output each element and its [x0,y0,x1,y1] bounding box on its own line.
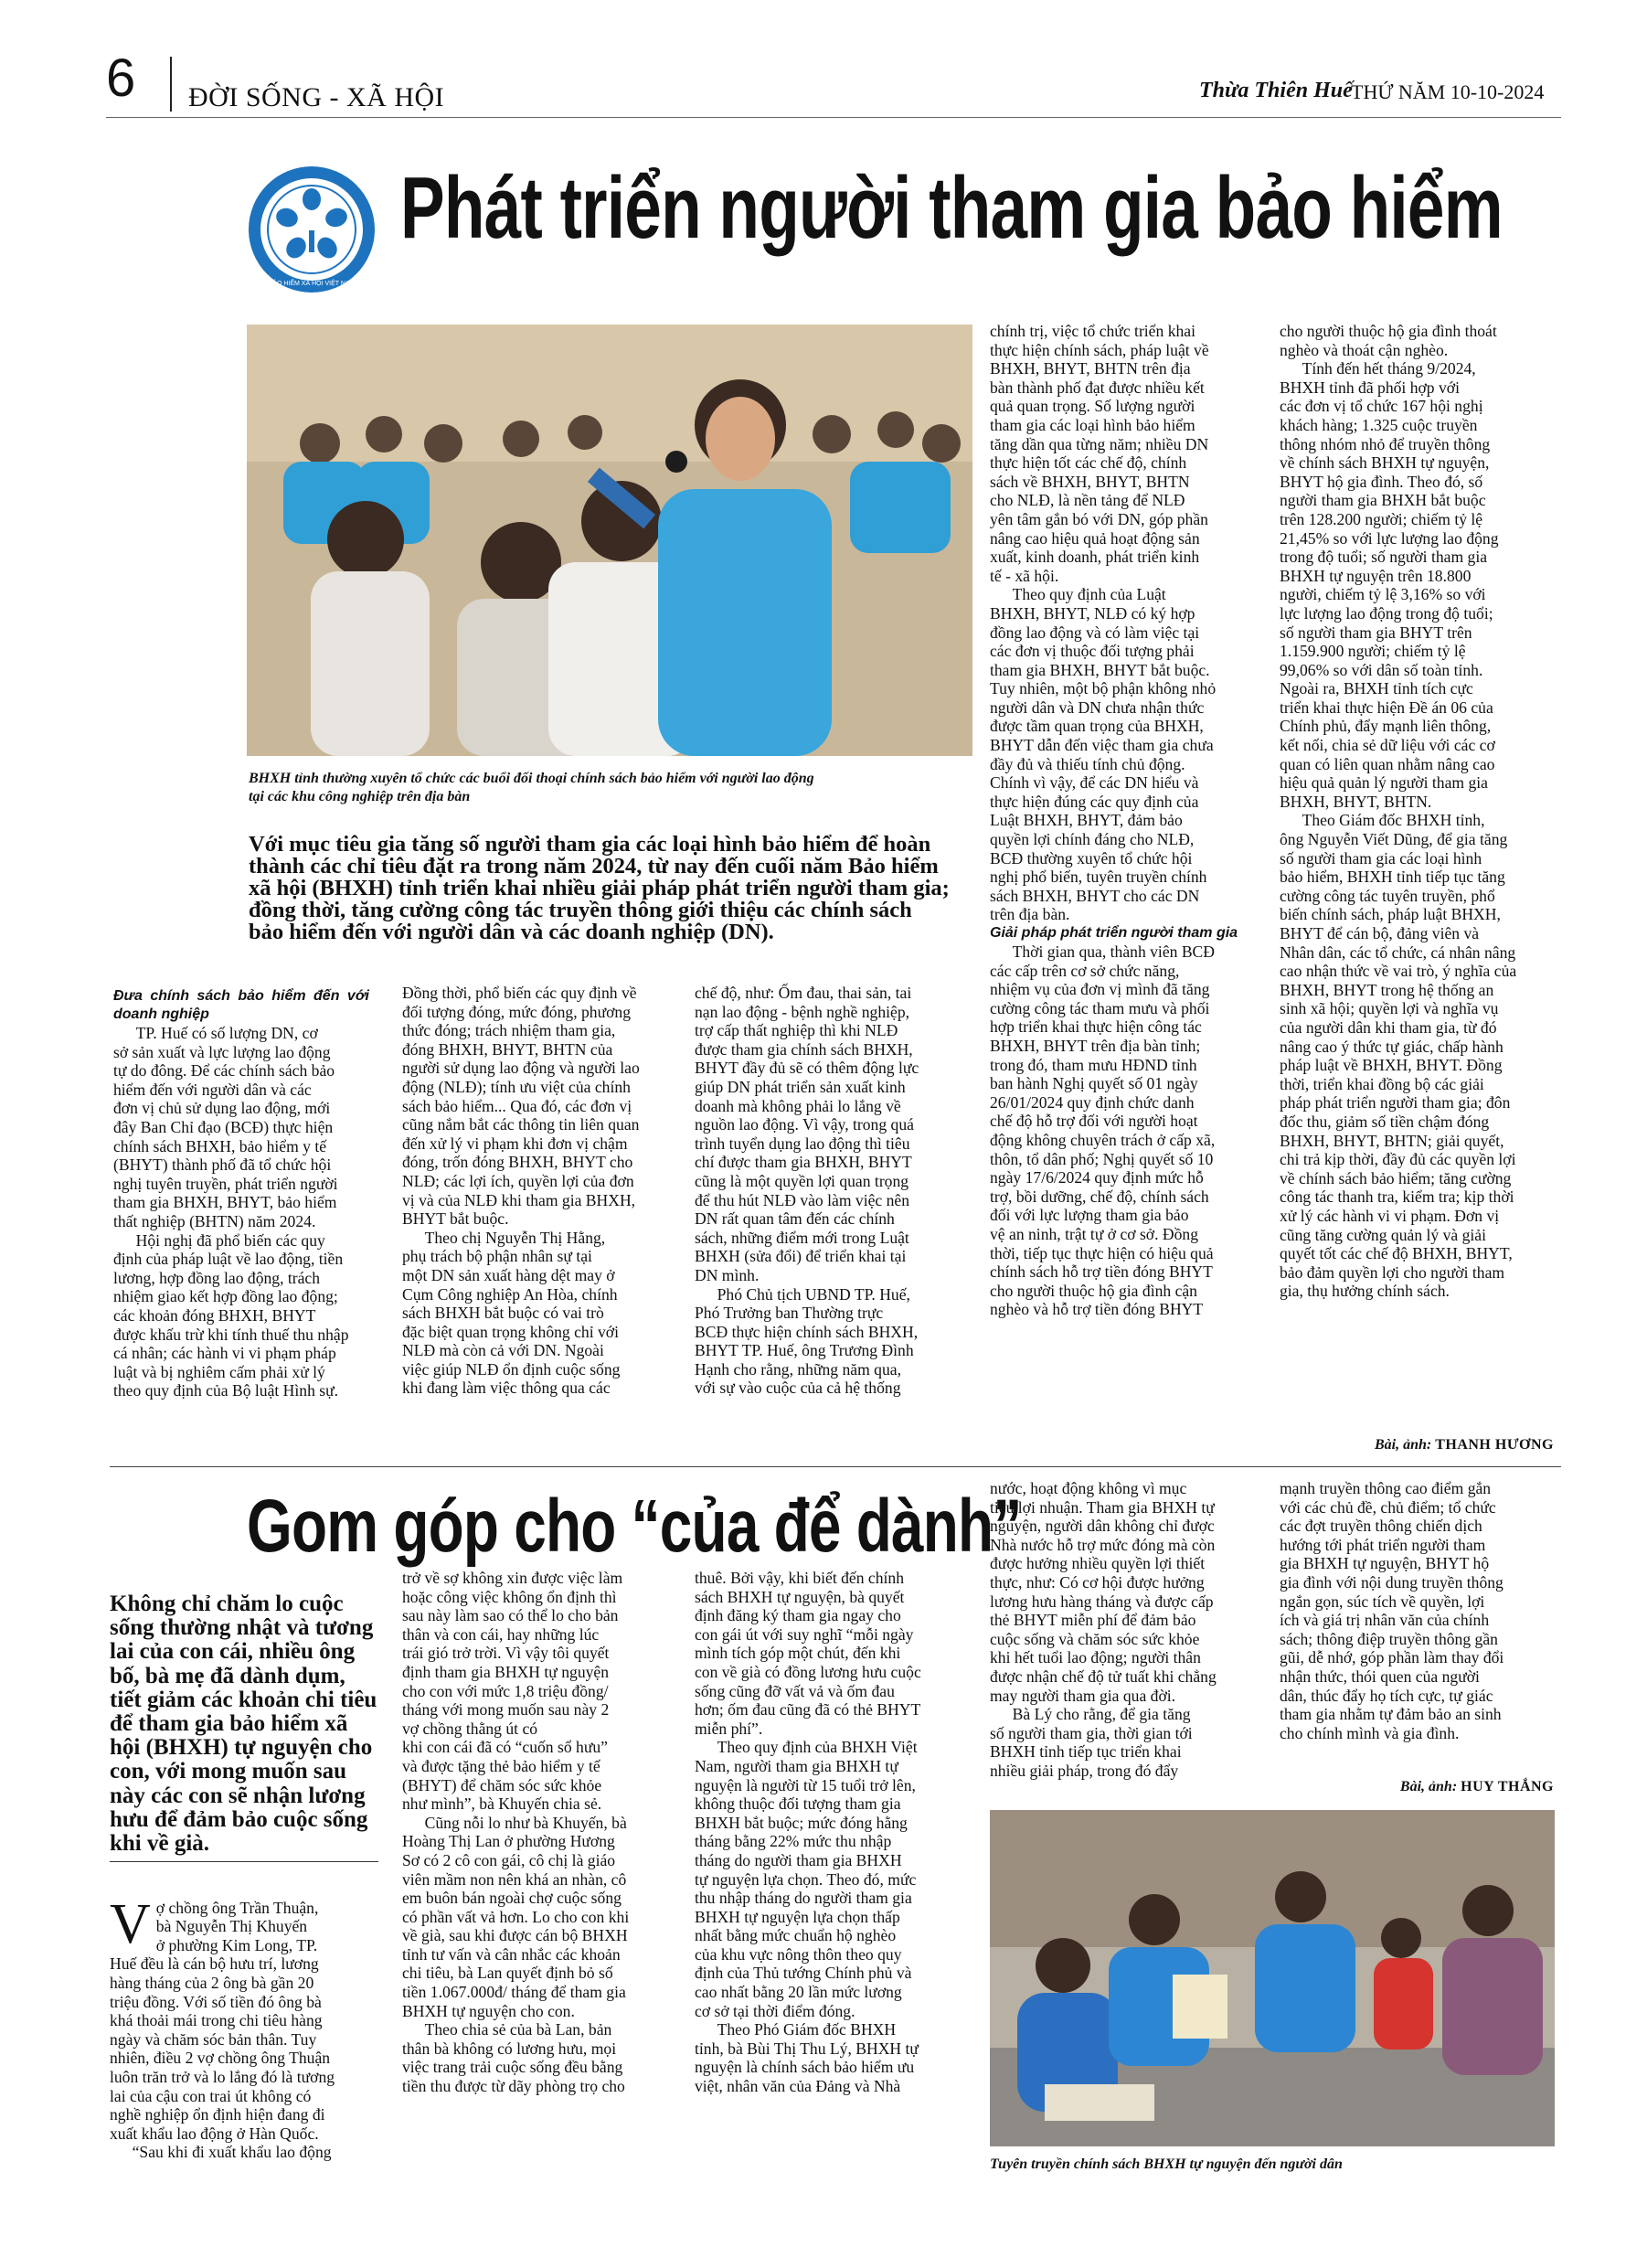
article2-headline: Gom góp cho “của để dành” [247,1485,1022,1568]
paragraph: Theo Phó Giám đốc BHXH tỉnh, bà Bùi Thị Thu Lý, BHXH tự nguyện là chính sách bảo hiểm ưu việt, nhân văn của Đảng và Nhà [695,2020,919,2096]
article1-col4 [990,322,1255,1319]
paragraph: Cũng nỗi lo như bà Khuyến, bà Hoàng Thị Lan ở phường Hương Sơ có 2 cô con gái, cô chị là giáo viên mầm non nên khá an nhàn, cô em buôn bán ngoài chợ cuộc sống có phần vất vả hơn. Lo cho con khi về già, sau khi được cán bộ BHXH tỉnh tư vấn và cân nhắc các khoản chi tiêu, bà Lan quyết định bỏ số tiền 1.067.000đ/ tháng để tham gia BHXH tự nguyện cho con. [402,1813,630,2020]
article2-col1 [110,1879,382,2162]
article1-headline: Phát triển người tham gia bảo hiểm [400,159,1503,257]
newspaper-name: Thừa Thiên Huế [1199,79,1353,102]
paragraph: cho người thuộc hộ gia đình thoát nghèo và thoát cận nghèo. [1280,322,1497,359]
paragraph: mạnh truyền thông cao điểm gắn với các chủ đề, chủ điểm; tổ chức các đợt truyền thông chiến dịch hướng tới phát triển người tham gia BHXH tự nguyện, BHYT hộ gia đình với nội dung truyền thông ngắn gọn, súc tích về quyền, lợi ích và giá trị nhân văn của chính sách; thông điệp truyền thông gần gũi, dễ nhớ, góp phần làm thay đổi nhận thức, thói quen của người dân, thúc đẩy họ tích cực, tự giác tham gia nhằm tự đảm bảo an sinh cho chính mình và gia đình. [1280,1479,1504,1742]
paragraph: chế độ, như: Ốm đau, thai sản, tai nạn lao động - bệnh nghề nghiệp, trợ cấp thất nghiệp thì khi NLĐ được tham gia chính sách BHXH, BHYT đầy đủ sẽ có thêm động lực giúp DN phát triển sản xuất kinh doanh mà không phải lo lắng về nguồn lao động. Vì vậy, trong quá trình tuyển dụng lao động thì tiêu chí được tham gia BHXH, BHYT cũng là một quyền lợi quan trọng để thu hút NLĐ vào làm việc nên DN rất quan tâm đến các chính sách, những điểm mới trong Luật BHXH (sửa đổi) để triển khai tại DN mình. [695,984,919,1284]
paragraph: nước, hoạt động không vì mục tiêu lợi nhuận. Tham gia BHXH tự nguyện, người dân không chỉ được Nhà nước hỗ trợ mức đóng mà còn được hưởng nhiều quyền lợi thiết thực, như: Có cơ hội được hưởng lương hưu hàng tháng và được cấp thẻ BHYT miễn phí để đảm bảo cuộc sống và chăm sóc sức khỏe khi hết tuổi lao động; người thân được nhận chế độ tử tuất khi chẳng may người tham gia qua đời. [990,1479,1217,1705]
article2-col5 [1280,1479,1554,1742]
article2-byline [1280,1779,1554,1795]
dropcap-text: ợ chồng ông Trần Thuận, bà Nguyễn Thị Khuyến ở phường Kim Long, TP. Huế đều là cán bộ hưu trí, lương hàng tháng của 2 ông bà gần 20 triệu đồng. Với số tiền đó ông bà khá thoải mái trong chi tiêu hàng ngày và chăm sóc bản thân. Tuy nhiên, điều 2 vợ chồng ông Thuận luôn trăn trở và lo lắng đó là tương lai của cậu con trai út không có nghề nghiệp ổn định hiện đang đi xuất khẩu lao động ở Hàn Quốc. [110,1898,335,2143]
paragraph [110,1879,382,2143]
paragraph: Tính đến hết tháng 9/2024, BHXH tỉnh đã phối hợp với các đơn vị tổ chức 167 hội nghị khách hàng; 1.325 cuộc truyền thông nhóm nhỏ để truyền thông về chính sách BHXH tự nguyện, BHYT hộ gia đình. Theo đó, số người tham gia BHXH bắt buộc trên 128.200 người; chiếm tỷ lệ 21,45% so với lực lượng lao động trong độ tuổi; số người tham gia BHXH tự nguyện trên 18.800 người, chiếm tỷ lệ 3,16% so với lực lượng lao động trong độ tuổi; số người tham gia BHYT trên 1.159.900 người; chiếm tỷ lệ 99,06% so với dân số toàn tỉnh. Ngoài ra, BHXH tỉnh tích cực triển khai thực hiện Đề án 06 của Chính phủ, đẩy mạnh liên thông, kết nối, chia sẻ dữ liệu với các cơ quan có liên quan nhằm nâng cao hiệu quả quản lý người tham gia BHXH, BHYT, BHTN. [1280,359,1499,811]
paragraph: Phó Chủ tịch UBND TP. Huế, Phó Trưởng ban Thường trực BCĐ thực hiện chính sách BHXH, BHYT TP. Huế, ông Trương Đình Hạnh cho rằng, những năm qua, với sự vào cuộc của cả hệ thống [695,1284,919,1398]
byline-prefix: Bài, ảnh: [1374,1437,1432,1453]
article1-photo-caption: BHXH tỉnh thường xuyên tổ chức các buổi đối thoại chính sách bảo hiểm với người lao động tại các khu công nghiệp trên địa bàn [249,771,814,804]
article-separator [110,1466,1561,1467]
byline-prefix: Bài, ảnh: [1399,1779,1458,1794]
article1-subhead-1: Đưa chính sách bảo hiểm đến với doanh nghiệp [113,988,369,1022]
byline-author: HUY THẮNG [1461,1779,1554,1794]
paragraph: Theo Giám đốc BHXH tỉnh, ông Nguyễn Viết Dũng, để gia tăng số người tham gia các loại hình bảo hiểm, BHXH tỉnh tiếp tục tăng cường công tác tuyên truyền, phổ biến chính sách, pháp luật BHXH, BHYT để cán bộ, đảng viên và Nhân dân, các tổ chức, cá nhân nâng cao nhận thức về vai trò, ý nghĩa của BHXH, BHYT trong hệ thống an sinh xã hội; quyền lợi và nghĩa vụ của người dân khi tham gia, từ đó nâng cao ý thức tự giác, chấp hành pháp luật về BHXH, BHYT. Đồng thời, triển khai đồng bộ các giải pháp phát triển người tham gia; đôn đốc thu, giảm số tiền chậm đóng BHXH, BHYT, BHTN; giải quyết, chi trả kịp thời, đầy đủ các quyền lợi về chính sách bảo hiểm; tăng cường công tác thanh tra, kiểm tra; kịp thời xử lý các hành vi vi phạm. Đơn vị cũng tăng cường quản lý và giải quyết tốt các chế độ BHXH, BHYT, bảo đảm quyền lợi cho người tham gia, thụ hưởng chính sách. [1280,811,1517,1301]
article1-lead: Với mục tiêu gia tăng số người tham gia các loại hình bảo hiểm để hoàn thành các chỉ tiêu đặt ra trong năm 2024, từ nay đến cuối năm Bảo hiểm xã hội (BHXH) tỉnh triển khai nhiều giải pháp phát triển người tham gia; đồng thời, tăng cường công tác truyền thông giới thiệu các chính sách bảo hiểm đến với người dân và các doanh nghiệp (DN). [249,832,950,944]
issue-date: THỨ NĂM 10-10-2024 [1351,80,1545,103]
byline-author: THANH HƯƠNG [1435,1437,1554,1453]
article2-col3 [695,1569,960,2096]
article1-subhead-2: Giải pháp phát triển người tham gia [990,925,1238,941]
article2-lead: Không chỉ chăm lo cuộc sống thường nhật và tương lai của con cái, nhiều ông bố, bà mẹ đã dành dụm, tiết giảm các khoản chi tiêu để tham gia bảo hiểm xã hội (BHXH) tự nguyện cho con, với mong muốn sau này các con sẽ nhận lương hưu để đảm bảo cuộc sống khi về già. [110,1592,377,1857]
article2-photo [990,1810,1555,2146]
article1-col1 [113,987,369,1400]
masthead-rule [106,117,1561,118]
page-number: 6 [106,48,136,108]
article1-col5 [1280,322,1554,1301]
article2-col2 [402,1569,667,2096]
article1-photo [247,325,972,756]
article2-photo-caption: Tuyên truyền chính sách BHXH tự nguyện đến người dân [990,2156,1343,2172]
bhxh-logo-text: BẢO HIỂM XÃ HỘI VIỆT NAM [268,281,356,287]
paragraph: Theo quy định của Luật BHXH, BHYT, NLĐ có ký hợp đồng lao động và có làm việc tại các đơn vị thuộc đối tượng phải tham gia BHXH, BHYT bắt buộc. Tuy nhiên, một bộ phận không nhỏ người dân và DN chưa nhận thức được tầm quan trọng của BHXH, BHYT dẫn đến việc tham gia chưa đầy đủ và thiếu tính chủ động. Chính vì vậy, để các DN hiểu và thực hiện đúng các quy định của Luật BHXH, BHYT, đảm bảo quyền lợi chính đáng cho NLĐ, BCĐ thường xuyên tổ chức hội nghị phổ biến, tuyên truyền chính sách BHXH, BHYT cho các DN trên địa bàn. [990,585,1217,924]
bhxh-logo [249,166,375,293]
masthead-divider [170,57,172,112]
paragraph: Theo chị Nguyễn Thị Hằng, phụ trách bộ phận nhân sự tại một DN sản xuất hàng dệt may ở Cụm Công nghiệp An Hòa, chính sách BHXH bắt buộc có vai trò đặc biệt quan trọng không chỉ với NLĐ mà còn cả với DN. Ngoài việc giúp NLĐ ổn định cuộc sống khi đang làm việc thông qua các [402,1228,621,1398]
paragraph: Đồng thời, phổ biến các quy định về đối tượng đóng, mức đóng, phương thức đóng; trách nhiệm tham gia, đóng BHXH, BHYT, BHTN của người sử dụng lao động và người lao động (NLĐ); tính ưu việt của chính sách bảo hiểm... Qua đó, các đơn vị cũng nắm bắt các thông tin liên quan đến xử lý vi phạm khi đơn vị chậm đóng, trốn đóng BHXH, BHYT cho NLĐ; các lợi ích, quyền lợi của đơn vị và của NLĐ khi tham gia BHXH, BHYT bắt buộc. [402,984,640,1229]
paragraph: Theo chia sẻ của bà Lan, bản thân bà không có lương hưu, mọi việc trang trải cuộc sống đều bằng tiền thu được từ dãy phòng trọ cho [402,2020,625,2096]
meeting-photo-icon [247,325,972,756]
paragraph: Theo quy định của BHXH Việt Nam, người tham gia BHXH tự nguyện là người từ 15 tuổi trở lên, không thuộc đối tượng tham gia BHXH bắt buộc; mức đóng hằng tháng bằng 22% mức thu nhập tháng do người tham gia BHXH tự nguyện lựa chọn. Theo đó, mức thu nhập tháng do người tham gia BHXH tự nguyện lựa chọn thấp nhất bằng mức chuẩn hộ nghèo của khu vực nông thôn theo quy định của Thủ tướng Chính phủ và cao nhất bằng 20 lần mức lương cơ sở tại thời điểm đóng. [695,1738,918,2020]
dropcap: V [110,1892,151,1955]
paragraph: thuê. Bởi vậy, khi biết đến chính sách BHXH tự nguyện, bà quyết định đăng ký tham gia ngay cho con gái út với suy nghĩ “mỗi ngày mình tích góp một chút, đến khi con về già có đồng lương hưu cuộc sống cũng đỡ vất vả và ốm đau hơn; ốm đau cũng đã có thẻ BHYT miễn phí”. [695,1569,921,1738]
paragraph: trở về sợ không xin được việc làm hoặc công việc không ổn định thì sau này làm sao có thể lo cho bản thân và con cái, hay những lúc trái gió trở trời. Vì vậy tôi quyết định tham gia BHXH tự nguyện cho con với mức 1,8 triệu đồng/ tháng với mong muốn sau này 2 vợ chồng thằng út có khi con cái đã có “cuốn sổ hưu” và được tặng thẻ bảo hiểm y tế (BHYT) để chăm sóc sức khỏe như mình”, bà Khuyến chia sẻ. [402,1569,623,1814]
article1-col3 [695,984,960,1398]
article1-byline [1280,1437,1554,1453]
lead-rule [110,1861,378,1862]
section-title: ĐỜI SỐNG - XÃ HỘI [188,82,445,112]
family-visit-photo-icon [990,1810,1555,2146]
paragraph: “Sau khi đi xuất khẩu lao động [132,2143,332,2162]
paragraph: chính trị, việc tổ chức triển khai thực hiện chính sách, pháp luật về BHXH, BHYT, BHTN trên địa bàn thành phố đạt được nhiều kết quả quan trọng. Số lượng người tham gia các loại hình bảo hiểm tăng dần qua từng năm; nhiều DN thực hiện tốt các chế độ, chính sách về BHXH, BHYT, BHTN cho NLĐ, là nền tảng để NLĐ yên tâm gắn bó với DN, góp phần nâng cao hiệu quả hoạt động sản xuất, kinh doanh, phát triển kinh tế - xã hội. [990,322,1209,585]
paragraph: Thời gian qua, thành viên BCĐ các cấp trên cơ sở chức năng, nhiệm vụ của đơn vị mình đã tăng cường công tác tham mưu và phối hợp triển khai thực hiện công tác BHXH, BHYT trên địa bàn tỉnh; trong đó, tham mưu HĐND tỉnh ban hành Nghị quyết số 01 ngày 26/01/2024 quy định chức danh chế độ hỗ trợ đối với người hoạt động không chuyên trách ở cấp xã, thôn, tổ dân phố; Nghị quyết số 10 ngày 17/6/2024 quy định mức hỗ trợ, bồi dưỡng, chế độ, chính sách đối với lực lượng tham gia bảo vệ an ninh, trật tự ở cơ sở. Đồng thời, tiếp tục thực hiện có hiệu quả chính sách hỗ trợ tiền đóng BHYT cho người thuộc hộ gia đình cận nghèo và hỗ trợ tiền đóng BHYT [990,942,1216,1319]
article1-col2 [402,984,663,1398]
bhxh-logo-icon [249,166,375,293]
paragraph: Hội nghị đã phổ biến các quy định của pháp luật về lao động, tiền lương, hợp đồng lao động, trách nhiệm giao kết hợp đồng lao động; các khoản đóng BHXH, BHYT được khấu trừ khi tính thuế thu nhập cá nhân; các hành vi vi phạm pháp luật và bị nghiêm cấm phải xử lý theo quy định của Bộ luật Hình sự. [113,1230,349,1400]
article2-col4 [990,1479,1255,1781]
paragraph: TP. Huế có số lượng DN, cơ sở sản xuất và lực lượng lao động tự do đông. Để các chính sách bảo hiểm đến với người dân và các đơn vị chủ sử dụng lao động, mới đây Ban Chỉ đạo (BCĐ) thực hiện chính sách BHXH, bảo hiểm y tế (BHYT) thành phố đã tổ chức hội nghị tuyên truyền, phát triển người tham gia BHXH, BHYT, bảo hiểm thất nghiệp (BHTN) năm 2024. [113,1024,338,1230]
paragraph: Bà Lý cho rằng, để gia tăng số người tham gia, thời gian tới BHXH tỉnh tiếp tục triển khai nhiều giải pháp, trong đó đẩy [990,1705,1193,1780]
